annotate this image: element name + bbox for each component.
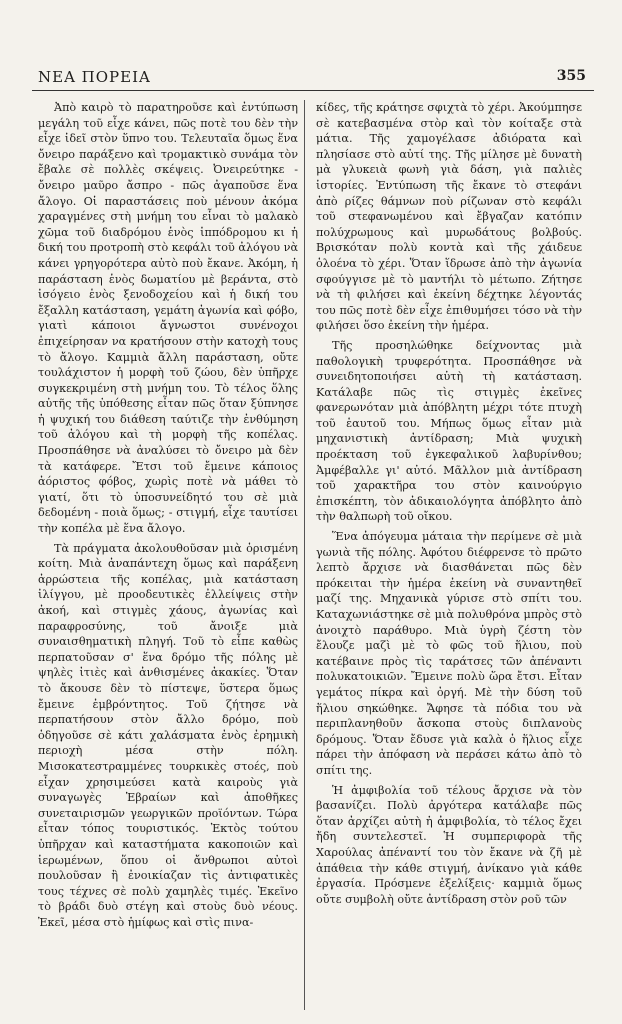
paragraph: Τῆς προσηλώθηκε δείχνοντας μιὰ παθολογικὴ τρυφερότητα. Προσπάθησε νὰ συνειδητοποιήσει αὐτὴ τὴ κατάσταση. Κατάλαβε πῶς τὶς στιγμὲς ἐκεῖνες φανερωνόταν μιὰ ἀπόβλητη μέχρι τότε πτυχὴ τοῦ ἑαυτοῦ του. Μήπως ὅμως εἶταν μιὰ μηχανιστικὴ ἀντίδραση; Μιὰ ψυχικὴ προέκταση τοῦ ἐγκεφαλικοῦ λαβυρίνθου; Ἀμφέβαλλε γι' αὐτό. Μᾶλλον μιὰ ἀντίδραση τοῦ χαρακτῆρα του στὸν καινούργιο ἐπισκέπτη, τὸν ἀδικαιολόγητα ἀπόβλητο ἀπὸ τὴν θαλπωρὴ τοῦ οἴκου. [316,338,582,524]
paragraph: Ἡ ἀμφιβολία τοῦ τέλους ἄρχισε νὰ τὸν βασανίζει. Πολὺ ἀργότερα κατάλαβε πῶς ὅταν ἀρχίζει αὐτὴ ἡ ἀμφιβολία, τὸ τέλος ἔχει ἤδη συντελεστεῖ. Ἡ συμπεριφορὰ τῆς Χαρούλας ἀπέναντί του τὸν ἔκανε νὰ ζῆ μὲ ἀπάθεια τὴν κάθε στιγμή, ἀνίκανο γιὰ κάθε ἐργασία. Πρόσμενε ἐξελίξεις· καμμιὰ ὅμως οὔτε συμβολὴ οὔτε ἀντίδραση στὸν ροῦ τῶν [316,783,582,906]
paragraph: Ἀπὸ καιρὸ τὸ παρατηροῦσε καὶ ἐντύπωση μεγάλη τοῦ εἶχε κάνει, πῶς ποτὲ του δὲν τὴν εἶχε ἰδεῖ στὸν ὕπνο του. Τελευταῖα ὅμως ἕνα ὄνειρο παράξενο καὶ τρομακτικὸ συνάμα τὸν ἔβαλε σὲ πολλὲς σκέψεις. Ὀνειρεύτηκε - ὄνειρο μαῦρο ἄσπρο - πῶς ἀγαποῦσε ἕνα ἄλογο. Οἱ παραστάσεις ποὺ μένουν ἀκόμα χαραγμένες στὴ μνήμη του εἶναι τὸ μαλακὸ χῶμα τοῦ διαδρόμου ἑνὸς ἱππόδρομου κι ἡ δική του προτροπὴ στὸ κεφάλι τοῦ ἀλόγου νὰ κάνει γρηγορότερα αὐτὸ ποὺ ἔκανε. Ἀκόμη, ἡ παράσταση ἑνὸς δωματίου μὲ βεράντα, στὸ ἰσόγειο ἑνὸς ξενοδοχείου καὶ ἡ δική του ἔξαλλη κατάσταση, γεμάτη ἀγωνία καὶ φόβο, γιατὶ κάποιοι ἄγνωστοι συνένοχοι ἐπιχείρησαν να κρατήσουν στὴν κατοχὴ τους τὸ ἄλογο. Καμμιὰ ἄλλη παράσταση, οὔτε τουλάχιστον ἡ μορφὴ τοῦ ζώου, δὲν ὑπῆρχε συγκεκριμένη στὴ μνήμη του. Τὸ τέλος ὅλης αὐτῆς τῆς ὑπόθεσης εἶταν πῶς ὅταν ξύπνησε ἡ ψυχική του διάθεση ταύτιζε τὴν ἐνθύμηση τοῦ ἀλόγου καὶ τὴ μορφὴ τῆς κοπέλας. Προσπάθησε νὰ ἀναλύσει τὸ ὄνειρο μὰ δὲν τὰ κατάφερε. Ἔτσι τοῦ ἔμεινε κάποιος ἀόριστος φόβος, χωρὶς ποτὲ νὰ μάθει τὸ γιατί, ὅτι τὸ ὑποσυνείδητό του σὲ μιὰ δεδομένη - ποιὰ ὅμως; - στιγμή, εἶχε ταυτίσει τὴν κοπέλα μὲ ἕνα ἄλογο. [38,101,298,536]
journal-title: ΝΕΑ ΠΟΡΕΙΑ [38,68,151,86]
page-number: 355 [556,68,586,84]
left-column [38,100,298,1014]
paragraph: Ἕνα ἀπόγευμα μάταια τὴν περίμενε σὲ μιὰ γωνιὰ τῆς πόλης. Ἀφότου διέφρενσε τὸ πρῶτο λεπτὸ ἄρχισε νὰ διασθάνεται πῶς δὲν πρόκειται τὴν ἡμέρα ἐκείνη νὰ συναντηθεῖ μαζί της. Μηχανικὰ γύρισε στὸ σπίτι του. Καταχωνιάστηκε σὲ μιὰ πολυθρόνα μπρὸς στὸ ἀνοιχτὸ παράθυρο. Μιὰ ὑγρὴ ζέστη τὸν ἔλουζε μαζὶ μὲ τὸ φῶς τοῦ ἥλιου, ποὺ κατέβαινε πρὸς τὶς ταράτσες τῶν ἀπέναντι πολυκατοικιῶν. Ἔμεινε πολὺ ὥρα ἔτσι. Εἶταν γεμάτος πίκρα καὶ ὀργή. Μὲ τὴν δύση τοῦ ἥλιου σηκώθηκε. Ἄφησε τὰ πόδια του νὰ περιπλανηθοῦν ἄσκοπα στοὺς διπλανοὺς δρόμους. Ὅταν ἔδυσε γιὰ καλὰ ὁ ἥλιος εἶχε πάρει τὴν ἀπόφαση νὰ περάσει κάτω ἀπὸ τὸ σπίτι της. [316,530,582,777]
running-header [32,68,594,91]
paragraph: Τὰ πράγματα ἀκολουθοῦσαν μιὰ ὁρισμένη κοίτη. Μιὰ ἀναπάντεχη ὅμως καὶ παράξενη ἀρρώστεια τῆς κοπέλας, μιὰ κατάσταση ἰλίγγου, μὲ προοδευτικὲς ἐλλείψεις στὴν ἀκοή, καὶ στιγμὲς χάους, ἀγωνίας καὶ παραφροσύνης, τοῦ ἄνοιξε μιὰ συναισθηματικὴ πληγή. Τοῦ τὸ εἶπε καθὼς περπατοῦσαν σ' ἕνα δρόμο τῆς πόλης μὲ ψηλὲς ἰτιὲς καὶ ἀνθισμένες ἀκακίες. Ὅταν τὸ ἄκουσε δὲν τὸ πίστεψε, ὕστερα ὅμως ἔμεινε ἐμβρόντητος. Τοῦ ζήτησε νὰ περπατήσουν στὸν ἄλλο δρόμο, ποὺ ὁδηγοῦσε σὲ κάτι χαλάσματα ἐνὸς ἐρημικὴ περιοχὴ μέσα στὴν πόλη. Μισοκατεστραμμένες τουρκικὲς στοές, ποὺ εἶχαν χρησιμεύσει κατὰ καιροὺς γιὰ συναγωγὲς Ἑβραίων καὶ ἀποθῆκες συνεταιρισμῶν γεωργικῶν προϊόντων. Τώρα εἶταν τόπος τουριστικός. Ἐκτὸς τούτου ὑπῆρχαν καὶ καταστήματα κακοποιῶν καὶ ἱερωμένων, ὅπου οἱ ἄνθρωποι αὐτοὶ πουλοῦσαν ἢ ἐνοικίαζαν τὶς ἀντιφατικὲς τους τέχνες σὲ πολὺ χαμηλὲς τιμές. Ἐκεῖνο τὸ βράδι δυὸ στέγη καὶ στοὺς δυὸ νέους. Ἐκεῖ, μέσα στὸ ἡμίφως καὶ στὶς πινα- [38,541,298,929]
paragraph: κίδες, τῆς κράτησε σφιχτὰ τὸ χέρι. Ἀκούμπησε σὲ κατεβασμένα στὸρ καὶ τὸν κοίταξε στὰ μάτια. Τῆς χαμογέλασε ἀδιόρατα καὶ πλησίασε στὸ αὐτί της. Τῆς μίλησε μὲ δυνατὴ μὰ γλυκειὰ φωνὴ γιὰ δάση, γιὰ παλιὲς ἱστορίες. Ἐντύπωση τῆς ἔκανε τὸ στεφάνι ἀπὸ ρίζες θάμνων ποὺ ρίζωναν στὸ κεφάλι τοῦ στεφανωμένου καὶ ἔβγαζαν κατόπιν πολύχρωμους καὶ μυρωδάτους βολβούς. Βρισκόταν πολὺ κοντὰ καὶ τῆς χάιδευε ὁλοένα τὸ χέρι. Ὅταν ἵδρωσε ἀπὸ τὴν ἀγωνία σφούγγισε μὲ τὸ μαντήλι τὸ μέτωπο. Ζήτησε νὰ τὴ φιλήσει καὶ ἐκείνη δέχτηκε λέγοντάς του πῶς ποτὲ δὲν εἶχε ἐπιθυμήσει τόσο νὰ τὴν φιλήσει ὅσο ἐκείνη τὴν ἡμέρα. [316,101,582,333]
right-column [316,100,582,1014]
column-divider [304,100,305,1010]
